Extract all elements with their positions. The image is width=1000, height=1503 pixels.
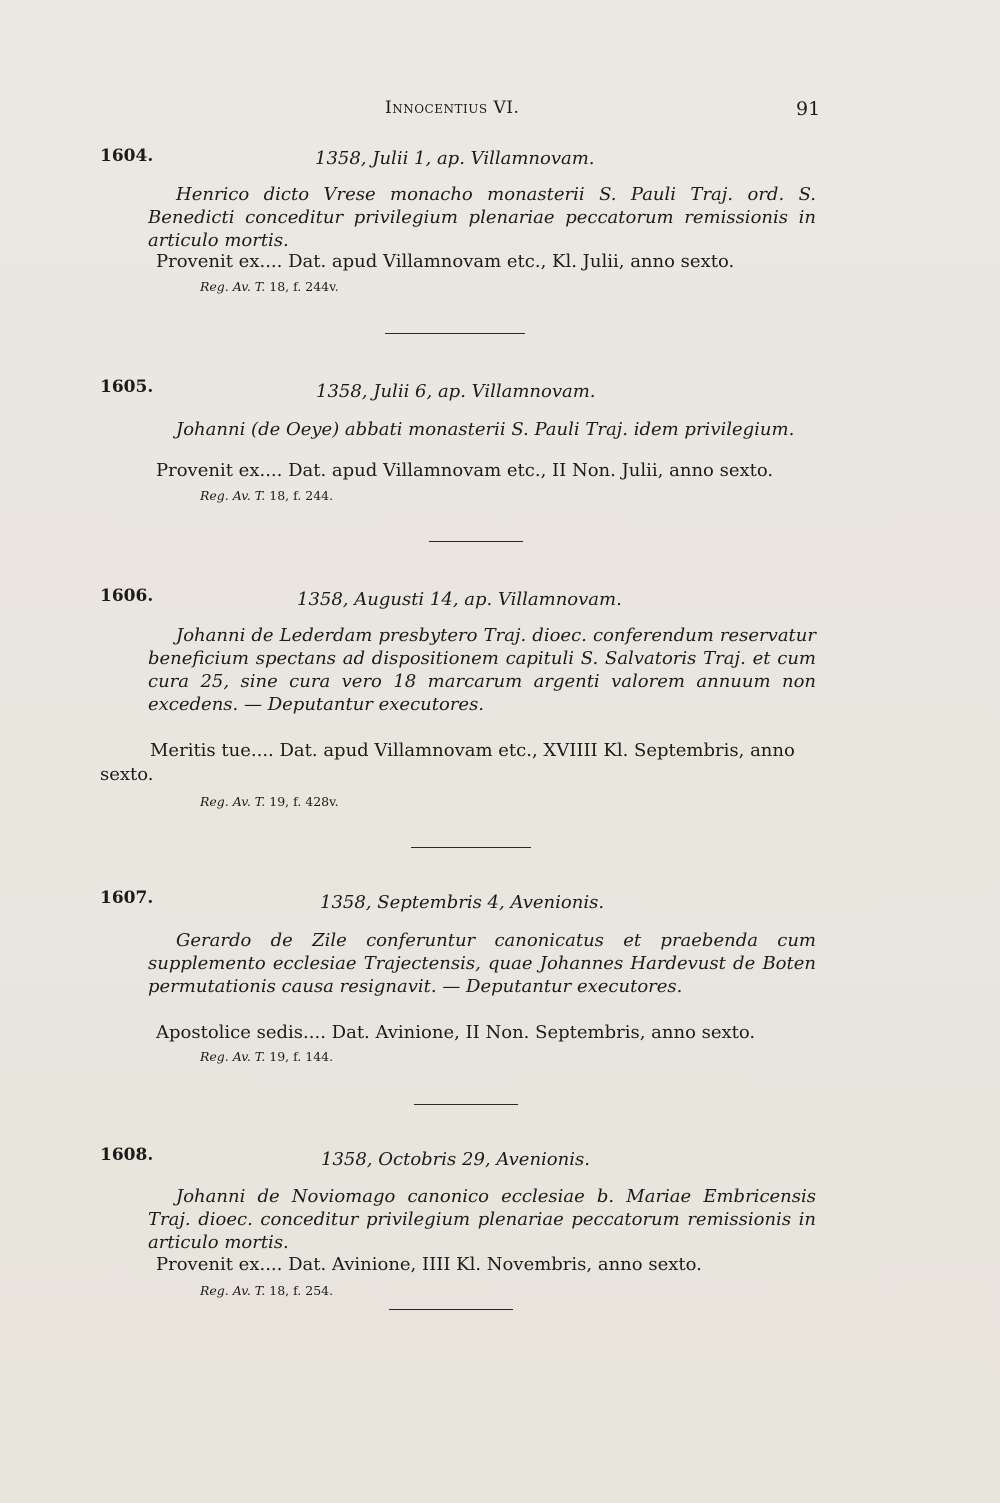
source-prefix: Reg. Av. T. (200, 279, 266, 294)
entry-source (200, 794, 339, 809)
entry-date: 1358, Septembris 4, Avenionis. (320, 892, 605, 913)
entry-summary: Johanni de Noviomago canonico ecclesiae b. Mariae Embricensis Traj. dioec. conceditur privilegium plenariae peccatorum remissionis in articulo mortis. (148, 1186, 816, 1253)
entry-number: 1608. (100, 1145, 154, 1165)
entry-formula: Provenit ex.... Dat. apud Villamnovam etc., Kl. Julii, anno sexto. (156, 251, 735, 272)
entry-formula: Provenit ex.... Dat. apud Villamnovam etc., II Non. Julii, anno sexto. (156, 460, 774, 481)
source-prefix: Reg. Av. T. (200, 1049, 266, 1064)
section-divider (414, 1104, 518, 1105)
source-rest: 19, f. 428v. (269, 794, 339, 809)
source-rest: 18, f. 244. (269, 488, 334, 503)
entry-source (200, 1283, 333, 1298)
entry-source (200, 279, 339, 294)
source-rest: 19, f. 144. (269, 1049, 334, 1064)
section-divider (389, 1309, 513, 1310)
section-divider (429, 541, 523, 542)
entry-date: 1358, Julii 6, ap. Villamnovam. (316, 381, 596, 402)
entry-summary: Johanni (de Oeye) abbati monasterii S. Pauli Traj. idem privilegium. (176, 419, 795, 440)
entry-date: 1358, Octobris 29, Avenionis. (321, 1149, 590, 1170)
entry-source (200, 1049, 333, 1064)
entry-summary: Henrico dicto Vrese monacho monasterii S. Pauli Traj. ord. S. Benedicti conceditur privilegium plenariae peccatorum remissionis in articulo mortis. (148, 184, 816, 251)
source-rest: 18, f. 244v. (269, 279, 339, 294)
entry-formula: Meritis tue.... Dat. apud Villamnovam etc., XVIIII Kl. Septembris, anno sexto. (100, 740, 795, 785)
entry-summary: Johanni de Lederdam presbytero Traj. dioec. conferendum reservatur beneficium spectans ad dispositionem capituli S. Salvatoris Traj. et cum cura 25, sine cura vero 18 marcarum argenti valorem annuum non excedens. — Deputantur executores. (148, 625, 816, 715)
entry-date: 1358, Julii 1, ap. Villamnovam. (315, 148, 595, 169)
source-prefix: Reg. Av. T. (200, 488, 266, 503)
page-number: 91 (796, 98, 821, 120)
entry-formula: Apostolice sedis.... Dat. Avinione, II Non. Septembris, anno sexto. (156, 1022, 756, 1043)
entry-summary: Gerardo de Zile conferuntur canonicatus et praebenda cum supplemento ecclesiae Trajectensis, quae Johannes Hardevust de Boten permutationis causa resignavit. — Deputantur executores. (148, 930, 816, 997)
source-prefix: Reg. Av. T. (200, 794, 266, 809)
entry-number: 1607. (100, 888, 154, 908)
entry-number: 1604. (100, 146, 154, 166)
entry-formula: Provenit ex.... Dat. Avinione, IIII Kl. Novembris, anno sexto. (156, 1254, 702, 1275)
entry-number: 1605. (100, 377, 154, 397)
source-prefix: Reg. Av. T. (200, 1283, 266, 1298)
entry-source (200, 488, 333, 503)
source-rest: 18, f. 254. (269, 1283, 334, 1298)
section-divider (411, 847, 531, 848)
running-head: Innocentius VI. (385, 98, 520, 118)
section-divider (385, 333, 525, 334)
entry-number: 1606. (100, 586, 154, 606)
entry-date: 1358, Augusti 14, ap. Villamnovam. (297, 589, 622, 610)
